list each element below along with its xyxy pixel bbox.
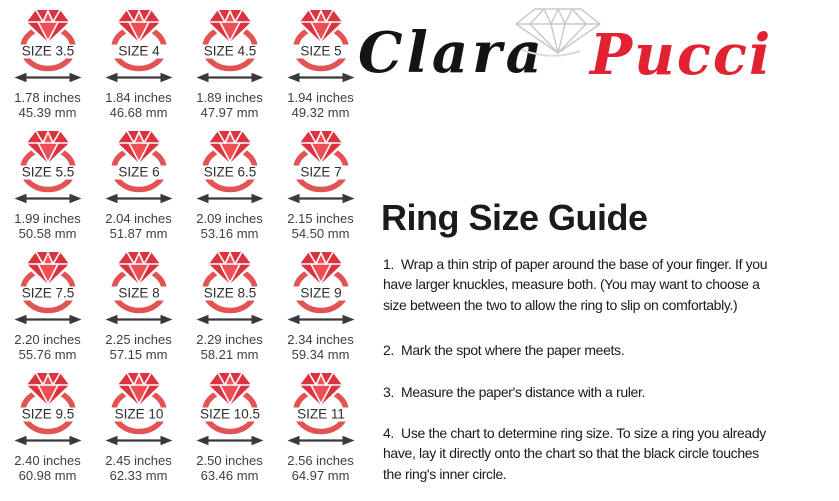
instruction-step-2 <box>383 340 624 360</box>
ring-size-label: SIZE 6 <box>117 164 160 180</box>
ring-size-cell <box>184 363 275 484</box>
diameter-mm: 46.68 mm <box>109 105 168 121</box>
ring-diamond-icon <box>184 129 276 207</box>
ring-size-label: SIZE 8 <box>117 285 160 301</box>
ring-size-label: SIZE 9 <box>299 285 342 301</box>
ring-size-cell <box>184 121 275 242</box>
diameter-mm: 49.32 mm <box>291 105 350 121</box>
ring-size-cell <box>184 0 275 121</box>
ring-diamond-icon <box>93 8 185 86</box>
ring-size-cell <box>275 0 366 121</box>
diameter-mm: 63.46 mm <box>200 468 259 484</box>
ring-measurements <box>196 453 263 483</box>
ring-size-cell <box>93 363 184 484</box>
diameter-inches: 2.25 inches <box>105 332 172 347</box>
diameter-mm: 57.15 mm <box>109 347 168 363</box>
ring-diamond-icon <box>2 8 94 86</box>
ring-size-label: SIZE 7 <box>299 164 342 180</box>
ring-diamond-icon <box>275 8 367 86</box>
step-line: have, lay it directly onto the chart so that the black circle touches <box>383 445 759 462</box>
diameter-inches: 1.89 inches <box>196 90 263 105</box>
ring-diamond-icon <box>184 371 276 449</box>
page-title: Ring Size Guide <box>381 197 648 238</box>
step-line: 2. Mark the spot where the paper meets. <box>383 342 625 358</box>
diameter-mm: 45.39 mm <box>18 105 77 121</box>
ring-size-label: SIZE 4 <box>117 43 160 59</box>
step-line: 3. Measure the paper's distance with a ruler. <box>383 384 646 400</box>
step-line: 1. Wrap a thin strip of paper around the base of your finger. If you <box>383 256 768 272</box>
ring-size-cell <box>184 242 275 363</box>
ring-diamond-icon <box>93 371 185 449</box>
ring-size-label: SIZE 10.5 <box>199 406 260 422</box>
diameter-inches: 2.40 inches <box>14 453 81 468</box>
ring-size-cell <box>2 0 93 121</box>
ring-size-label: SIZE 4.5 <box>203 43 256 59</box>
ring-size-label: SIZE 5 <box>299 43 342 59</box>
diameter-inches: 1.84 inches <box>105 90 172 105</box>
ring-size-cell <box>93 0 184 121</box>
ring-measurements <box>287 211 354 241</box>
ring-measurements <box>105 90 172 120</box>
ring-size-label: SIZE 5.5 <box>21 164 74 180</box>
ring-measurements <box>14 453 81 483</box>
ring-measurements <box>287 90 354 120</box>
diameter-mm: 59.34 mm <box>291 347 350 363</box>
ring-measurements <box>14 332 81 362</box>
ring-measurements <box>196 332 263 362</box>
ring-size-label: SIZE 7.5 <box>21 285 74 301</box>
ring-diamond-icon <box>93 129 185 207</box>
ring-measurements <box>287 453 354 483</box>
ring-measurements <box>105 211 172 241</box>
ring-size-label: SIZE 11 <box>296 406 345 422</box>
diameter-inches: 2.09 inches <box>196 211 263 226</box>
ring-size-cell <box>2 121 93 242</box>
brand-name-clara: Clara <box>358 20 546 86</box>
diameter-inches: 2.56 inches <box>287 453 354 468</box>
ring-diamond-icon <box>2 129 94 207</box>
step-line: size between the two to allow the ring to slip on comfortably.) <box>383 296 738 313</box>
diameter-mm: 58.21 mm <box>200 347 259 363</box>
ring-measurements <box>105 332 172 362</box>
diameter-mm: 62.33 mm <box>109 468 168 484</box>
diameter-inches: 2.50 inches <box>196 453 263 468</box>
ring-size-cell <box>93 121 184 242</box>
diameter-mm: 64.97 mm <box>291 468 350 484</box>
ring-size-label: SIZE 8.5 <box>203 285 256 301</box>
diameter-mm: 51.87 mm <box>109 226 168 242</box>
ring-diamond-icon <box>93 250 185 328</box>
ring-size-cell <box>2 363 93 484</box>
ring-diamond-icon <box>184 8 276 86</box>
instruction-step-1 <box>383 254 767 315</box>
instruction-step-4 <box>383 423 766 484</box>
diameter-inches: 2.15 inches <box>287 211 354 226</box>
step-line: the ring's inner circle. <box>383 465 507 482</box>
ring-diamond-icon <box>275 250 367 328</box>
instruction-step-3 <box>383 382 645 402</box>
diameter-inches: 2.34 inches <box>287 332 354 347</box>
ring-diamond-icon <box>184 250 276 328</box>
diameter-mm: 50.58 mm <box>18 226 77 242</box>
diameter-mm: 53.16 mm <box>200 226 259 242</box>
diameter-mm: 54.50 mm <box>291 226 350 242</box>
ring-measurements <box>105 453 172 483</box>
ring-size-cell <box>275 242 366 363</box>
ring-diamond-icon <box>2 250 94 328</box>
ring-size-label: SIZE 3.5 <box>21 43 74 59</box>
ring-size-label: SIZE 6.5 <box>203 164 256 180</box>
ring-size-label: SIZE 10 <box>114 406 163 422</box>
ring-size-cell <box>275 121 366 242</box>
ring-size-label: SIZE 9.5 <box>21 406 74 422</box>
ring-measurements <box>14 211 81 241</box>
step-line: 4. Use the chart to determine ring size. To size a ring you already <box>383 425 766 441</box>
ring-measurements <box>287 332 354 362</box>
step-line: have larger knuckles, measure both. (You may want to choose a <box>383 276 760 293</box>
ring-measurements <box>196 211 263 241</box>
ring-diamond-icon <box>275 129 367 207</box>
ring-diamond-icon <box>2 371 94 449</box>
diameter-inches: 1.94 inches <box>287 90 354 105</box>
diameter-inches: 2.20 inches <box>14 332 81 347</box>
ring-size-cell <box>275 363 366 484</box>
ring-size-cell <box>2 242 93 363</box>
diameter-inches: 1.99 inches <box>14 211 81 226</box>
brand-name-pucci: Pucci <box>590 22 773 88</box>
ring-measurements <box>196 90 263 120</box>
ring-size-cell <box>93 242 184 363</box>
diameter-inches: 2.04 inches <box>105 211 172 226</box>
diameter-mm: 55.76 mm <box>18 347 77 363</box>
ring-size-chart <box>2 0 366 484</box>
diameter-inches: 1.78 inches <box>14 90 81 105</box>
diameter-inches: 2.45 inches <box>105 453 172 468</box>
ring-measurements <box>14 90 81 120</box>
diameter-inches: 2.29 inches <box>196 332 263 347</box>
diameter-mm: 47.97 mm <box>200 105 259 121</box>
diameter-mm: 60.98 mm <box>18 468 77 484</box>
ring-diamond-icon <box>275 371 367 449</box>
